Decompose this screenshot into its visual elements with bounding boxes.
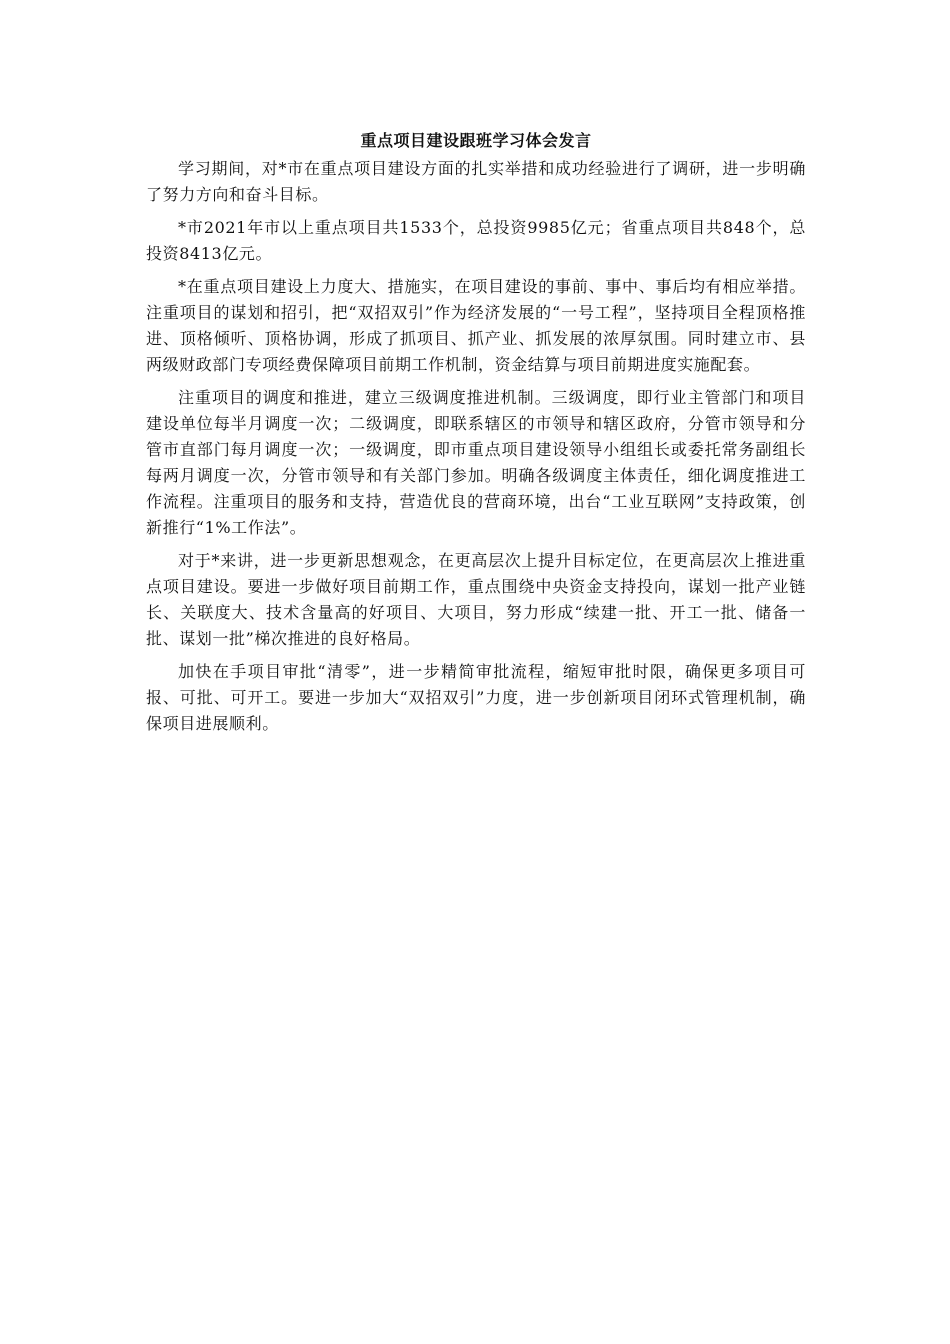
paragraph: 注重项目的调度和推进，建立三级调度推进机制。三级调度，即行业主管部门和项目建设单位每半月调度一次；二级调度，即联系辖区的市领导和辖区政府，分管市领导和分管市直部门每月调度一次；一级调度，即市重点项目建设领导小组组长或委托常务副组长每两月调度一次，分管市领导和有关部门参加。明确各级调度主体责任，细化调度推进工作流程。注重项目的服务和支持，营造优良的营商环境，出台“工业互联网”支持政策，创新推行“1%工作法”。 [146, 388, 806, 537]
paragraph: *市2021年市以上重点项目共1533个，总投资9985亿元；省重点项目共848个，总投资8413亿元。 [146, 218, 806, 263]
document-body [146, 126, 806, 744]
paragraph: *在重点项目建设上力度大、措施实，在项目建设的事前、事中、事后均有相应举措。注重项目的谋划和招引，把“双招双引”作为经济发展的“一号工程”，坚持项目全程顶格推进、顶格倾听、顶格协调，形成了抓项目、抓产业、抓发展的浓厚氛围。同时建立市、县两级财政部门专项经费保障项目前期工作机制，资金结算与项目前期进度实施配套。 [146, 277, 806, 374]
paragraph: 对于*来讲，进一步更新思想观念，在更高层次上提升目标定位，在更高层次上推进重点项目建设。要进一步做好项目前期工作，重点围绕中央资金支持投向，谋划一批产业链长、关联度大、技术含量高的好项目、大项目，努力形成“续建一批、开工一批、储备一批、谋划一批”梯次推进的良好格局。 [146, 551, 806, 648]
paragraph: 加快在手项目审批“清零”，进一步精简审批流程，缩短审批时限，确保更多项目可报、可批、可开工。要进一步加大“双招双引”力度，进一步创新项目闭环式管理机制，确保项目进展顺利。 [146, 662, 806, 733]
document-title: 重点项目建设跟班学习体会发言 [360, 131, 592, 150]
paragraph: 学习期间，对*市在重点项目建设方面的扎实举措和成功经验进行了调研，进一步明确了努力方向和奋斗目标。 [146, 159, 806, 204]
